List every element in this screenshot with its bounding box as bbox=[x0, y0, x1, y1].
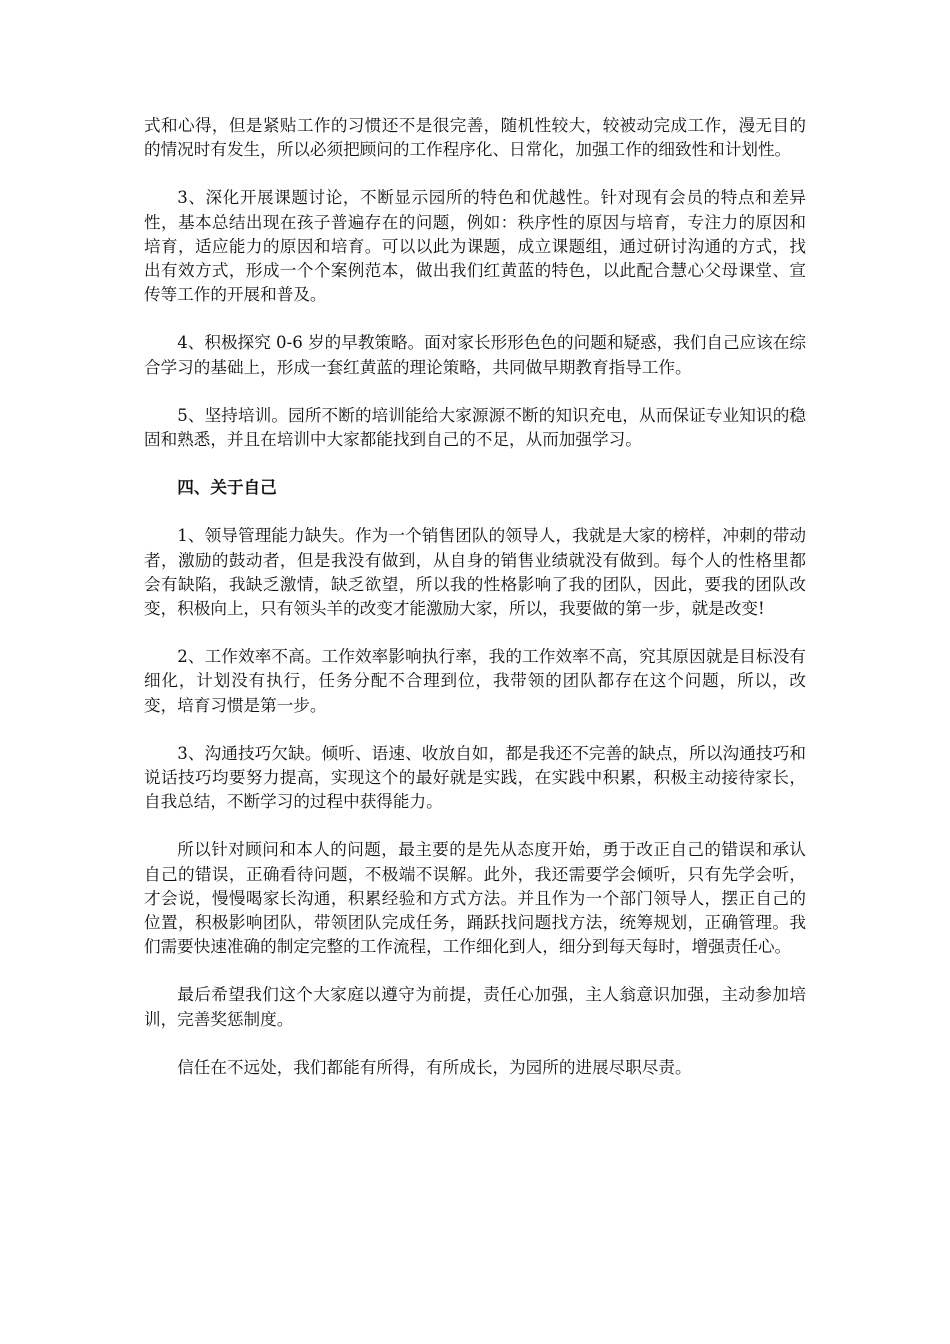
paragraph-summary: 所以针对顾问和本人的问题，最主要的是先从态度开始，勇于改正自己的错误和承认自己的错误，正确看待问题，不极端不误解。此外，我还需要学会倾听，只有先学会听，才会说，慢慢喝家长沟通，积累经验和方式方法。并且作为一个部门领导人，摆正自己的位置，积极影响团队，带领团队完成任务，踊跃找问题找方法，统筹规划，正确管理。我们需要快速准确的制定完整的工作流程，工作细化到人，细分到每天每时，增强责任心。 bbox=[144, 840, 806, 957]
paragraph-item-4-early-education: 4、积极探究 0-6 岁的早教策略。面对家长形形色色的问题和疑惑，我们自己应该在综合学习的基础上，形成一套红黄蓝的理论策略，共同做早期教育指导工作。 bbox=[144, 333, 806, 377]
paragraph-item-3-topic-discussion: 3、深化开展课题讨论，不断显示园所的特色和优越性。针对现有会员的特点和差异性，基本总结出现在孩子普遍存在的问题，例如：秩序性的原因与培育，专注力的原因和培育，适应能力的原因和培育。可以以此为课题，成立课题组，通过研讨沟通的方式，找出有效方式，形成一个个案例范本，做出我们红黄蓝的特色，以此配合慧心父母课堂、宣传等工作的开展和普及。 bbox=[144, 188, 806, 305]
paragraph-communication: 3、沟通技巧欠缺。倾听、语速、收放自如，都是我还不完善的缺点，所以沟通技巧和说话技巧均要努力提高，实现这个的最好就是实践，在实践中积累，积极主动接待家长，自我总结，不断学习的过程中获得能力。 bbox=[144, 743, 806, 812]
paragraph-hope: 最后希望我们这个大家庭以遵守为前提，责任心加强，主人翁意识加强，主动参加培训，完善奖惩制度。 bbox=[144, 985, 806, 1029]
paragraph-continuation: 式和心得，但是紧贴工作的习惯还不是很完善，随机性较大，较被动完成工作，漫无目的的情况时有发生，所以必须把顾问的工作程序化、日常化，加强工作的细致性和计划性。 bbox=[144, 116, 806, 160]
paragraph-item-5-training: 5、坚持培训。园所不断的培训能给大家源源不断的知识充电，从而保证专业知识的稳固和熟悉，并且在培训中大家都能找到自己的不足，从而加强学习。 bbox=[144, 405, 806, 450]
document-page bbox=[144, 114, 806, 1104]
paragraph-efficiency: 2、工作效率不高。工作效率影响执行率，我的工作效率不高，究其原因就是目标没有细化，计划没有执行，任务分配不合理到位，我带领的团队都存在这个问题，所以，改变，培育习惯是第一步。 bbox=[144, 647, 806, 715]
section-heading: 四、关于自己 bbox=[177, 478, 277, 498]
paragraph-leadership: 1、领导管理能力缺失。作为一个销售团队的领导人，我就是大家的榜样，冲刺的带动者，激励的鼓动者，但是我没有做到，从自身的销售业绩就没有做到。每个人的性格里都会有缺陷，我缺乏激情，缺乏欲望，所以我的性格影响了我的团队，因此，要我的团队改变，积极向上，只有领头羊的改变才能激励大家，所以，我要做的第一步，就是改变! bbox=[144, 526, 806, 619]
paragraph-closing: 信任在不远处，我们都能有所得，有所成长，为园所的进展尽职尽责。 bbox=[177, 1057, 692, 1077]
